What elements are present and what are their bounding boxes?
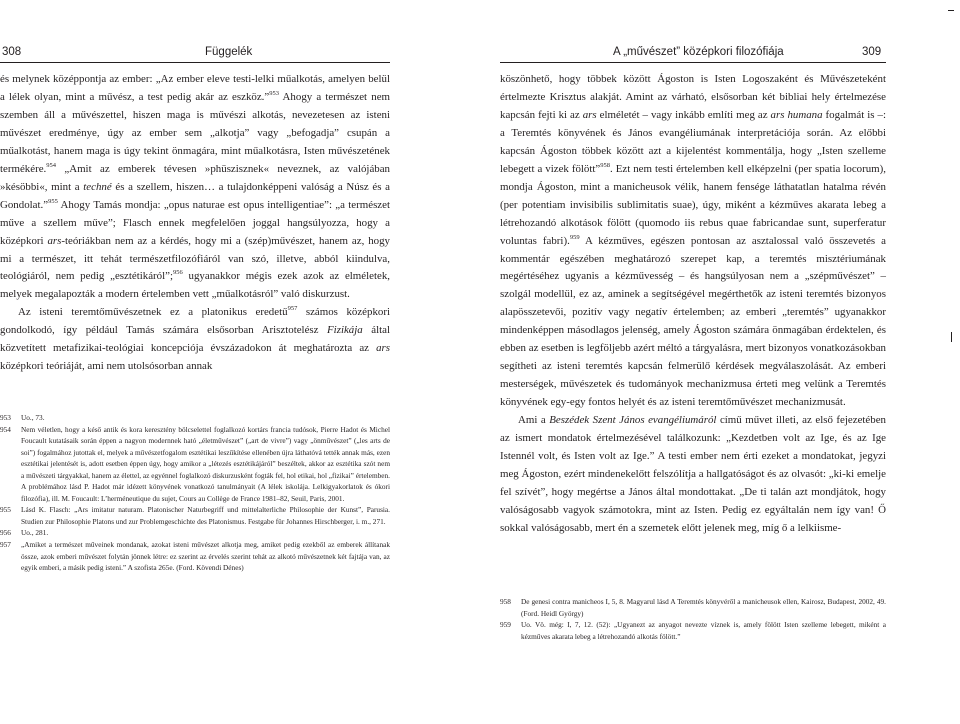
footnote-ref-956[interactable]: 956: [173, 269, 183, 277]
right-paragraph-1: köszönhető, hogy többek között Ágoston is Isten Logoszaként és Művészeteként értelmezte Krisztus alakját. Amint az várható, elsősorban két bibliai hely értelmezése kapcsán fejti ki az ars elméletét – vagy inkább említi meg az ars humana fogalmát is –: a Teremtés könyvének és János evangéliumának interpretációja során. Az előbbi kapcsán Ágoston többek között azt a kijelentést kommentálja, hogy „Isten szelleme lebegett a vizek fölött”$^{958}$. Ezt nem testi értelemben kell elképzelni (per spatia locorum), mondja Ágoston, mint a manicheusok vélik, hanem fensége láthatatlan hatalma révén (per potentiam invisibilis sublimitatis suae), úgy, miként a kézműves akarata lebeg a létrehozandó alkotások fölött (quomodo iis rebus quae fabricandae sunt, superferatur voluntas fabri).$^{959}$ A kézműves, egészen pontosan az asztalossal való összevetés a kommentár egészében meghatározó szerepet kap, a teremtés misztériumának megértéséhez ugyanis a kézművesség – és hangsúlyosan nem a „szépművészet” – szolgál modellül, ez az, aminek a segítségével megérthetők az isteni teremtés bizonyos alapösszetevői, pozitív vagy negatív értelemben; az emberi „teremtés” ugyanakkor mindenképpen másodlagos jelenség, amely Ágoston számára önmagában érdektelen, és ebben az esetben is legföljebb azért méltó a tárgyalásra, mert bizonyos vonatkozásokban segítheti az isteni teremtés kapcsán felmerülő kérdések megválaszolását. Az emberi mesterségek, művészetek és tudományok mechanizmusa érteti meg velünk a Teremtés könyvének egy-egy fontos helyét és az isteni teremtőművészet mechanizmusát.: [500, 73, 887, 409]
left-paragraph-1: és melynek középpontja az ember: „Az ember eleve testi-lelki műalkotás, amelyen belül a lélek olyan, mint a művész, a test pedig akár az eszköz.”$^{953}$ Ahogy a természet nem szemben áll a művészettel, hiszen maga is művészi alkotás, nevezetesen az isteni művészet eredménye, úgy az ember sem „alkotja” vagy „befogadja” csupán a műalkotást, hanem maga is úgy tekint önmagára, mint műalkotásra, Isten művészetének termékére.$^{954}$ „Amit az emberek tévesen »phüszisznek« neveznek, az valójában »késöbbi«, mint a techné és a szellem, hiszen… a tulajdonképpeni valóság a Núsz és a Gondolat.”$^{955}$ Ahogy Tamás mondja: „opus naturae est opus intelligentiae”: „a természet műve a szellem műve”; Flasch ennek megfelelően joggal hangsúlyozza, hogy a középkori ars-teóriákban nem az a kérdés, hogy mi a (szép)művészet, hanem az, hogy mi a természet, itt tehát természetfilozófiáról van szó, illetve, abból kiindulva, teológiáról, nem pedig „esztétikáról”;$^{956}$ ugyanakkor mégis ezek azok az elméletek, melyek megalapozták a modern értelemben vett „műalkotásról” való diskurzust.: [0, 73, 391, 301]
footnote-959: 959 Uo. Vö. még: I, 7, 12. (52): „Ugyanezt az anyagot nevezte víznek is, amely fölött Isten szelleme lebegett, miként a kézműves akarata lebeg a létrehozandó alkotás fölött.”: [500, 620, 886, 641]
right-body-text: [500, 71, 886, 538]
footnote-956: 956 Uo., 281.: [0, 528, 49, 538]
footnote-953: 953 Uo., 73.: [0, 413, 45, 422]
footnote-ref-958[interactable]: 958: [600, 161, 611, 169]
right-footnotes: [500, 596, 886, 642]
footnote-ref-954[interactable]: 954: [46, 161, 57, 169]
right-header-rule: [500, 62, 886, 63]
left-paragraph-2: Az isteni teremtőművészetnek ez a platonikus eredetű$^{957}$ számos középkori gondolkodó, így például Tamás számára elsősorban Arisztotelész Fizikája által közvetített metafizikai-teológiai koncepciója évszázadokon át meghatározta az ars középkori teóriáját, ami nem utolsósorban annak: [0, 305, 391, 373]
left-page-number: 308: [2, 46, 22, 58]
footnote-957: 957 „Amiket a természet műveinek mondanak, azokat isteni művészet alkotja meg, amiket pedig ezekből az emberek állítanak össze, azok emberi művészet folytán jönnek létre: ez szerint az érvelés szerint tehát az alkotó művészetnek két fajtája van, az egyik emberi, a másik pedig isteni.” A szofista 265e. (Ford. Kövendi Dénes): [0, 540, 390, 573]
left-footnotes: [0, 412, 390, 574]
footnote-ref-957[interactable]: 957: [287, 305, 298, 313]
right-running-head: [480, 42, 960, 62]
footnote-ref-955[interactable]: 955: [48, 197, 58, 205]
right-page-number: 309: [862, 46, 882, 58]
left-running-title: Függelék: [205, 46, 253, 58]
footnote-955: 955 Lásd K. Flasch: „Ars imitatur naturam. Platonischer Naturbegriff und mittelalterliche Philosophie der Kunst”, Parusia. Studien zur Philosophie Platons und zur Problemgeschichte des Platonismus. Festgabe für Johannes Hirschberger, i. m., 271.: [0, 505, 390, 526]
right-page: [480, 0, 960, 724]
right-paragraph-2: Ami a Beszédek Szent János evangéliumáról című művet illeti, az első fejezetében az ismert mondatok értelmezésével találkozunk: „Kezdetben volt az Ige, és az Ige Istennél volt, és Isten volt az Ige.” A testi ember nem érti ezeket a mondatokat, jegyzi meg Ágoston, ezért mindenekelőtt felszólítja a hallgatóságot és az olvasót: „ki-ki emelje fel szívét”, hogy megértse a János által mondottakat. „De ti talán azt mondjátok, hogy valóságosabb vagyok számotokra, mint az Isten. Pedig ez egyáltalán nem így van! Ő sokkal valóságosabb, mert én a szemetek előtt jelenek meg, míg ő a lelkiisme-: [500, 414, 886, 534]
footnote-ref-959[interactable]: 959: [569, 233, 580, 241]
footnote-958: 958 De genesi contra manicheos I, 5, 8. Magyarul lásd A Teremtés könyvéről a manicheusok ellen, Kairosz, Budapest, 2002, 49. (Ford. Heidl György): [500, 597, 886, 618]
left-header-rule: [0, 62, 390, 63]
left-body-text: [0, 71, 390, 376]
footnote-954: 954 Nem véletlen, hogy a késő antik és kora keresztény bölcselettel foglalkozó kortárs francia tudósok, Pierre Hadot és Michel Foucault kutatásaik során éppen a nagyon modernnek ható „életművészet” („art de vivre”) vagy „önművészet” („les arts de soi”) fogalmához jutottak el, melyek a művészetfogalom esztétikai leszűkítése ellenében újra láthatóvá tették annak más, ezen esztétikai jelentését is, adott esetben éppen úgy, hogy amikor a „létezés esztétikájáról” beszéltek, akkor az esztétika szót nem a művészeti tárgyakkal, hanem az élettel, az egyénnel foglalkozó diskurzusként fogták fel, hol etikai, hol „fizikai” értelemben. A problémához lásd P. Hadot már idézett könyvének vonatkozó tanulmányait (A lélek iskolája. Lelkigyakorlatok és ókori filozófia), ill. M. Foucault: L’herméneutique du sujet, Cours au Collège de France 1981–82, Seuil, Paris, 2001.: [0, 424, 390, 503]
left-running-head: [0, 42, 480, 62]
right-running-title: A „művészet” középkori filozófiája: [613, 46, 784, 58]
footnote-ref-953[interactable]: 953: [269, 89, 279, 97]
